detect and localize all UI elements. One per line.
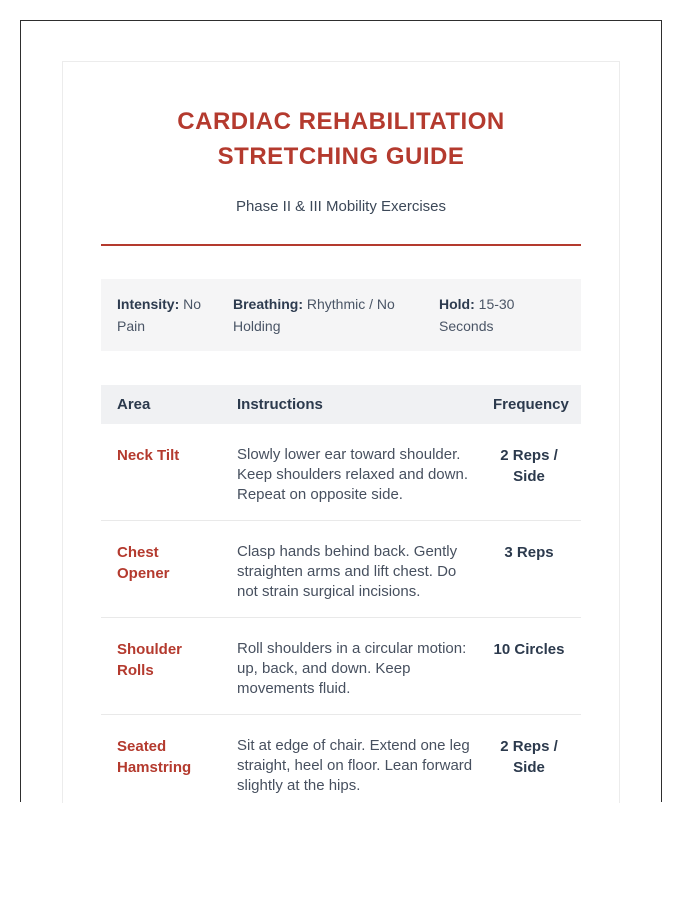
frequency-cell: 10 Circles <box>493 641 565 658</box>
table-row <box>101 424 581 521</box>
area-cell: Neck Tilt <box>117 447 180 464</box>
guidelines-bar <box>101 279 581 351</box>
guideline-intensity <box>117 293 233 337</box>
page-frame <box>20 20 662 802</box>
guideline-breathing <box>233 293 439 337</box>
exercise-table <box>101 385 581 803</box>
frequency-cell: 2 Reps / Side <box>500 447 558 485</box>
guideline-intensity-label: Intensity: <box>117 296 180 312</box>
guideline-intensity-value: No Pain <box>117 296 202 334</box>
page-subtitle: Phase II & III Mobility Exercises <box>235 198 447 215</box>
column-header-instructions: Instructions <box>237 396 323 413</box>
instructions-cell: Roll shoulders in a circular motion: up, back, and down. Keep movements fluid. <box>237 640 467 697</box>
guideline-breathing-value: Rhythmic / No Holding <box>233 296 395 334</box>
frequency-cell: 2 Reps / Side <box>500 738 558 776</box>
accent-divider <box>101 244 581 246</box>
guideline-hold-value: 15-30 Seconds <box>439 296 515 334</box>
frequency-cell: 3 Reps <box>504 544 554 561</box>
instructions-cell: Sit at edge of chair. Extend one leg straight, heel on floor. Lean forward slightly at the hips. <box>237 737 473 794</box>
document-card <box>62 61 620 803</box>
table-row <box>101 618 581 715</box>
table-row <box>101 715 581 803</box>
table-header-row <box>101 385 581 424</box>
column-header-frequency: Frequency <box>493 396 569 413</box>
column-header-area: Area <box>117 396 151 413</box>
guideline-breathing-label: Breathing: <box>233 296 303 312</box>
instructions-cell: Clasp hands behind back. Gently straighten arms and lift chest. Do not strain surgical incisions. <box>237 543 458 600</box>
guideline-hold-label: Hold: <box>439 296 475 312</box>
area-cell: Shoulder Rolls <box>117 641 183 679</box>
instructions-cell: Slowly lower ear toward shoulder. Keep shoulders relaxed and down. Repeat on opposite side. <box>237 446 468 503</box>
area-cell: Seated Hamstring <box>117 738 192 776</box>
area-cell: Chest Opener <box>117 544 170 582</box>
page-title: CARDIAC REHABILITATION STRETCHING GUIDE <box>177 108 505 170</box>
table-row <box>101 521 581 618</box>
guideline-hold <box>439 293 565 337</box>
